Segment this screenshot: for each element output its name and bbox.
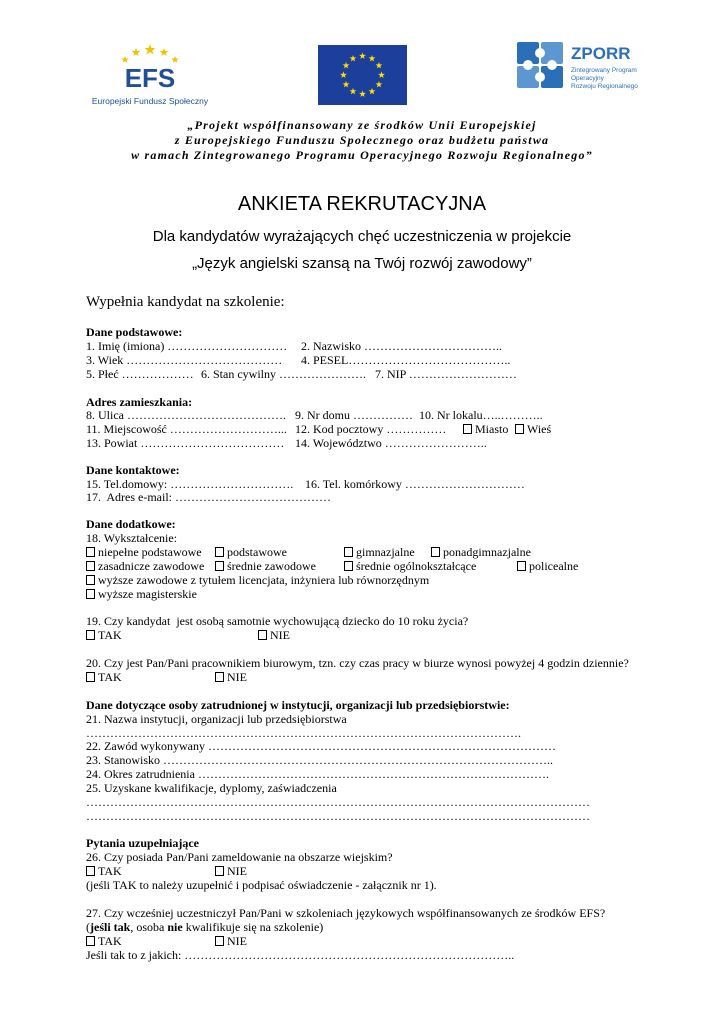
question-26: 26. Czy posiada Pan/Pani zameldowanie na obszarze wiejskim? xyxy=(86,850,393,864)
page-title: ANKIETA REKRUTACYJNA xyxy=(237,193,487,215)
checkbox-label: średnie ogólnokształcące xyxy=(356,559,477,573)
subtitle-2: „Język angielski szansą na Twój rozwój zawodowy” xyxy=(192,255,532,272)
field-county[interactable]: 13. Powiat ……………………………… xyxy=(86,436,285,450)
checkbox-label: TAK xyxy=(98,864,122,878)
employer-name-label: 21. Nazwa instytucji, organizacji lub przedsiębiorstwa xyxy=(86,712,347,726)
checkbox-icon xyxy=(86,547,95,557)
checkbox-edu-upper-secondary[interactable] xyxy=(431,545,531,560)
q26-yes-checkbox[interactable] xyxy=(86,864,122,879)
eu-star-icon xyxy=(359,90,366,97)
q27-note-part: kwalifikuje się na szkolenie) xyxy=(182,920,324,934)
zporr-caption-line: Operacyjny xyxy=(571,75,604,82)
checkbox-label: TAK xyxy=(98,670,122,684)
cofinancing-line-2: z Europejskiego Funduszu Społecznego oraz budżetu państwa xyxy=(174,133,550,147)
field-apartment-number[interactable]: 10. Nr lokalu…..……….. xyxy=(419,408,543,422)
eu-stars-icon xyxy=(318,45,407,105)
field-first-name[interactable]: 1. Imię (imiona) ………………………… xyxy=(86,339,288,353)
q27-no-checkbox[interactable] xyxy=(215,934,247,949)
efs-logo-caption: Europejski Fundusz Społeczny xyxy=(91,96,209,106)
field-sex[interactable]: 5. Płeć ……………… xyxy=(86,367,194,381)
qualifications-label: 25. Uzyskane kwalifikacje, dyplomy, zaświadczenia xyxy=(86,781,337,795)
field-previous-trainings[interactable]: Jeśli tak to z jakich: ……………………………………………………………………….. xyxy=(86,948,515,962)
q20-yes-checkbox[interactable] xyxy=(86,670,122,685)
checkbox-edu-incomplete-primary[interactable] xyxy=(86,545,202,560)
zporr-logo xyxy=(503,32,651,108)
checkbox-icon xyxy=(86,575,95,585)
checkbox-icon xyxy=(215,936,224,946)
section-heading-employment: Dane dotyczące osoby zatrudnionej w instytucji, organizacji lub przedsiębiorstwie: xyxy=(86,698,510,712)
q27-note xyxy=(86,920,323,935)
q20-no-checkbox[interactable] xyxy=(215,670,247,685)
eu-star-icon xyxy=(343,62,350,69)
question-27: 27. Czy wcześniej uczestniczył Pan/Pani w szkoleniach językowych współfinansowanych ze środków EFS? xyxy=(86,906,606,920)
field-nip[interactable]: 7. NIP ……………………… xyxy=(375,367,517,381)
q26-note: (jeśli TAK to należy uzupełnić i podpisać oświadczenie - załącznik nr 1). xyxy=(86,878,437,892)
field-mobile-phone[interactable]: 16. Tel. komórkowy ………………………… xyxy=(305,477,525,491)
field-town[interactable]: 11. Miejscowość ………………………... xyxy=(86,422,287,436)
checkbox-label: NIE xyxy=(227,934,247,948)
q27-yes-checkbox[interactable] xyxy=(86,934,122,949)
field-email[interactable]: 17. Adres e-mail: ………………………………… xyxy=(86,490,331,504)
eu-star-icon xyxy=(378,71,385,78)
section-heading-address: Adres zamieszkania: xyxy=(86,395,193,409)
checkbox-label: policealne xyxy=(529,559,579,573)
checkbox-label: NIE xyxy=(227,864,247,878)
eu-star-icon xyxy=(376,81,383,88)
q27-note-emphasis: jeśli tak xyxy=(90,920,131,934)
checkbox-label: średnie zawodowe xyxy=(227,559,316,573)
checkbox-icon xyxy=(517,561,526,571)
field-marital-status[interactable]: 6. Stan cywilny …………………. xyxy=(201,367,366,381)
checkbox-icon xyxy=(86,630,95,640)
eu-star-icon xyxy=(376,62,383,69)
checkbox-icon xyxy=(215,866,224,876)
question-19: 19. Czy kandydat jest osobą samotnie wychowującą dziecko do 10 roku życia? xyxy=(86,614,469,628)
eu-star-icon xyxy=(369,55,376,62)
eu-star-icon xyxy=(340,71,347,78)
q27-note-part: , osoba xyxy=(130,920,168,934)
checkbox-icon xyxy=(344,561,353,571)
q19-yes-checkbox[interactable] xyxy=(86,628,122,643)
checkbox-icon xyxy=(431,547,440,557)
checkbox-icon xyxy=(515,424,524,434)
field-home-phone[interactable]: 15. Tel.domowy: …………………………. xyxy=(86,477,294,491)
eu-star-icon xyxy=(369,88,376,95)
field-surname[interactable]: 2. Nazwisko …………………………….. xyxy=(301,339,502,353)
section-heading-additional: Dane dodatkowe: xyxy=(86,517,176,531)
checkbox-label: TAK xyxy=(98,934,122,948)
checkbox-label: wyższe magisterskie xyxy=(98,587,197,601)
eu-star-icon xyxy=(350,88,357,95)
checkbox-label: Miasto xyxy=(475,422,509,436)
field-pesel[interactable]: 4. PESEL………………………………….. xyxy=(301,353,511,367)
checkbox-city[interactable] xyxy=(463,422,508,437)
field-voivodeship[interactable]: 14. Województwo …………………….. xyxy=(295,436,487,450)
checkbox-icon xyxy=(344,547,353,557)
section-heading-contact: Dane kontaktowe: xyxy=(86,463,180,477)
checkbox-icon xyxy=(86,866,95,876)
checkbox-label: Wieś xyxy=(527,422,552,436)
field-employment-period[interactable]: 24. Okres zatrudnienia ……………………………………………………………………………. xyxy=(86,767,549,781)
checkbox-label: TAK xyxy=(98,628,122,642)
checkbox-icon xyxy=(215,672,224,682)
efs-logo-text: EFS xyxy=(124,63,176,93)
q27-note-emphasis: nie xyxy=(167,920,183,934)
field-street[interactable]: 8. Ulica …………………………………. xyxy=(86,408,286,422)
checkbox-label: zasadnicze zawodowe xyxy=(98,559,205,573)
field-qualifications-line-2[interactable]: ……………………………………………………………………………………………………………… xyxy=(86,809,590,823)
checkbox-icon xyxy=(86,936,95,946)
q27-note-part: ( xyxy=(86,920,90,934)
q19-no-checkbox[interactable] xyxy=(258,628,290,643)
checkbox-edu-post-secondary[interactable] xyxy=(517,559,578,574)
checkbox-icon xyxy=(215,561,224,571)
subtitle-1: Dla kandydatów wyrażających chęć uczestniczenia w projekcie xyxy=(152,228,572,245)
checkbox-label: ponadgimnazjalne xyxy=(443,545,531,559)
checkbox-label: niepełne podstawowe xyxy=(98,545,202,559)
eu-flag xyxy=(318,45,407,105)
field-qualifications-line-1[interactable]: ……………………………………………………………………………………………………………… xyxy=(86,795,590,809)
checkbox-label: wyższe zawodowe z tytułem licencjata, inżyniera lub równorzędnym xyxy=(98,573,430,587)
checkbox-edu-lower-secondary[interactable] xyxy=(344,545,415,560)
checkbox-edu-higher-vocational[interactable] xyxy=(86,573,429,588)
checkbox-icon xyxy=(86,589,95,599)
cofinancing-line-1: „Projekt współfinansowany ze środków Unii Europejskiej xyxy=(187,118,537,132)
intro-text: Wypełnia kandydat na szkolenie: xyxy=(86,294,285,310)
checkbox-label: NIE xyxy=(227,670,247,684)
checkbox-edu-masters[interactable] xyxy=(86,587,197,602)
field-postal-code[interactable]: 12. Kod pocztowy …………… xyxy=(295,422,447,436)
checkbox-village[interactable] xyxy=(515,422,551,437)
education-label: 18. Wykształcenie: xyxy=(86,531,178,545)
checkbox-edu-secondary-general[interactable] xyxy=(344,559,476,574)
checkbox-icon xyxy=(86,561,95,571)
checkbox-edu-secondary-vocational[interactable] xyxy=(215,559,316,574)
checkbox-icon xyxy=(215,547,224,557)
checkbox-label: podstawowe xyxy=(227,545,287,559)
eu-star-icon xyxy=(359,52,366,59)
checkbox-icon xyxy=(258,630,267,640)
checkbox-edu-primary[interactable] xyxy=(215,545,287,560)
checkbox-edu-vocational[interactable] xyxy=(86,559,204,574)
field-position[interactable]: 23. Stanowisko …………………………………………………………………………………….. xyxy=(86,753,554,767)
section-heading-basic: Dane podstawowe: xyxy=(86,325,183,339)
zporr-puzzle-icon xyxy=(503,32,651,108)
zporr-caption-line: Zintegrowany Program xyxy=(571,67,637,74)
checkbox-label: gimnazjalne xyxy=(356,545,415,559)
question-20: 20. Czy jest Pan/Pani pracownikiem biurowym, tzn. czy czas pracy w biurze wynosi powyżej 4 godzin dziennie? xyxy=(86,656,629,670)
q26-no-checkbox[interactable] xyxy=(215,864,247,879)
section-heading-supplementary: Pytania uzupełniające xyxy=(86,836,199,850)
eu-star-icon xyxy=(350,55,357,62)
checkbox-icon xyxy=(86,672,95,682)
field-occupation[interactable]: 22. Zawód wykonywany …………………………………………………………………………… xyxy=(86,739,556,753)
field-age[interactable]: 3. Wiek ………………………………… xyxy=(86,353,283,367)
checkbox-label: NIE xyxy=(270,628,290,642)
zporr-caption-line: Rozwoju Regionalnego xyxy=(571,83,638,90)
checkbox-icon xyxy=(463,424,472,434)
cofinancing-line-3: w ramach Zintegrowanego Programu Operacyjnego Rozwoju Regionalnego” xyxy=(131,148,593,162)
zporr-logo-text: ZPORR xyxy=(571,44,631,63)
field-house-number[interactable]: 9. Nr domu …………… xyxy=(295,408,413,422)
efs-logo xyxy=(90,40,210,110)
eu-star-icon xyxy=(343,81,350,88)
efs-emblem xyxy=(90,40,210,110)
logo-bar xyxy=(0,30,724,110)
field-employer-name[interactable]: ………………………………………………………………………………………………. xyxy=(86,726,521,740)
